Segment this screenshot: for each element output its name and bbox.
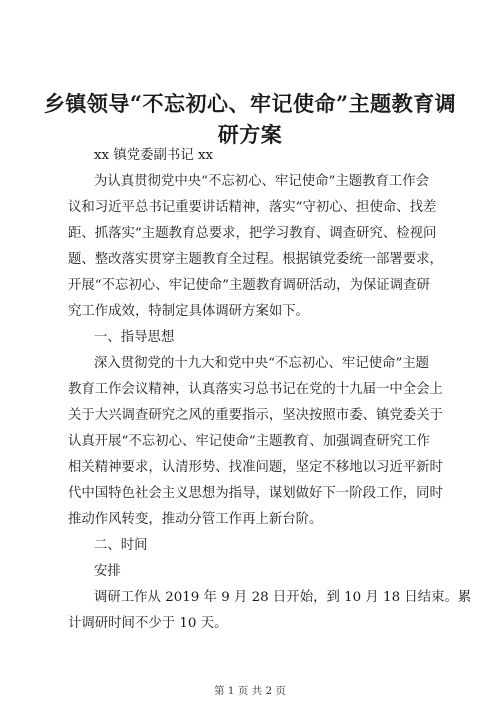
section-heading-1: 一、指导思想 bbox=[94, 330, 175, 345]
paragraph-2-line-5: 相关精神要求，认清形势、找准问题，坚定不移地以习近平新时 bbox=[68, 460, 443, 475]
section-heading-2: 二、时间 bbox=[94, 538, 148, 553]
paragraph-1-line-5: 开展“不忘初心、牢记使命”主题教育调研活动，为保证调查研 bbox=[68, 278, 430, 293]
paragraph-1-line-3: 距、抓落实”主题教育总要求，把学习教育、调查研究、检视问 bbox=[68, 226, 437, 241]
paragraph-3-line-1: 调研工作从 2019 年 9 月 28 日开始，到 10 月 18 日结束。累 bbox=[94, 590, 472, 605]
title-line-1: 乡镇领导“不忘初心、牢记使命”主题教育调 bbox=[43, 91, 457, 116]
document-title bbox=[40, 88, 460, 150]
paragraph-2-line-2: 教育工作会议精神，认真落实习总书记在党的十九届一中全会上 bbox=[68, 382, 443, 397]
paragraph-3-line-2: 计调研时间不少于 10 天。 bbox=[68, 616, 228, 631]
page-footer: 第 1 页 共 2 页 bbox=[213, 685, 287, 697]
section-heading-2-continued: 安排 bbox=[94, 564, 121, 579]
paragraph-2-line-7: 推动作风转变，推动分管工作再上新台阶。 bbox=[68, 512, 323, 527]
paragraph-1-line-6: 究工作成效，特制定具体调研方案如下。 bbox=[68, 304, 310, 319]
author-byline: xx 镇党委副书记 xx bbox=[94, 148, 214, 163]
paragraph-2-line-6: 代中国特色社会主义思想为指导，谋划做好下一阶段工作，同时 bbox=[68, 486, 443, 501]
paragraph-2-line-4: 认真开展“不忘初心、牢记使命”主题教育、加强调查研究工作 bbox=[68, 434, 430, 449]
paragraph-1-line-1: 为认真贯彻党中央“不忘初心、牢记使命”主题教育工作会 bbox=[94, 174, 430, 189]
paragraph-1-line-4: 题、整改落实贯穿主题教育全过程。根据镇党委统一部署要求， bbox=[68, 252, 443, 267]
title-line-2: 研方案 bbox=[217, 122, 283, 147]
paragraph-2-line-3: 关于大兴调查研究之风的重要指示，坚决按照市委、镇党委关于 bbox=[68, 408, 443, 423]
paragraph-2-line-1: 深入贯彻党的十九大和党中央“不忘初心、牢记使命”主题 bbox=[94, 356, 430, 371]
paragraph-1-line-2: 议和习近平总书记重要讲话精神，落实“守初心、担使命、找差 bbox=[68, 200, 437, 215]
